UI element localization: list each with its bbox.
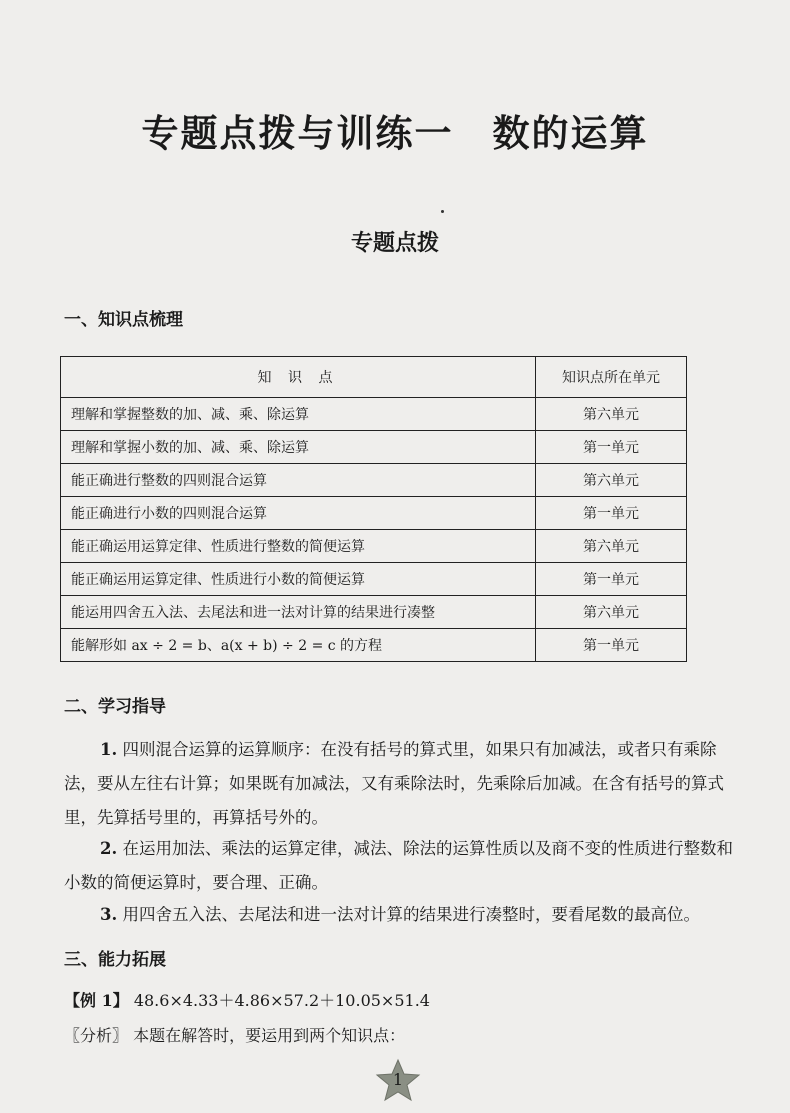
item-text: 在运用加法、乘法的运算定律，减法、除法的运算性质以及商不变的性质进行整数和小数的简便运算时，要合理、正确。 — [64, 839, 733, 892]
table-row — [61, 563, 687, 596]
table-cell: 第一单元 — [536, 431, 687, 464]
example-label: 【例 1】 — [64, 991, 129, 1010]
section-heading-guidance: 二、学习指导 — [64, 697, 166, 717]
table-cell: 能解形如 ax ÷ 2 = b、a(x + b) ÷ 2 = c 的方程 — [61, 629, 536, 662]
item-text: 四则混合运算的运算顺序：在没有括号的算式里，如果只有加减法，或者只有乘除法，要从左往右计算；如果既有加减法，又有乘除法时，先乘除后加减。在含有括号的算式里，先算括号里的，再算括号外的。 — [64, 740, 724, 827]
page-subtitle: 专题点拨 — [350, 230, 439, 256]
analysis-label: 〖分析〗 — [64, 1026, 129, 1045]
table-row — [61, 431, 687, 464]
item-number: 3. — [100, 905, 118, 924]
example-line — [64, 988, 430, 1011]
item-number: 2. — [100, 839, 118, 858]
table-cell: 理解和掌握整数的加、减、乘、除运算 — [61, 398, 536, 431]
table-cell: 能正确进行整数的四则混合运算 — [61, 464, 536, 497]
section-heading-knowledge: 一、知识点梳理 — [64, 310, 183, 330]
guidance-item — [64, 733, 744, 835]
table-row — [61, 398, 687, 431]
table-row — [61, 629, 687, 662]
table-row — [61, 497, 687, 530]
table-cell: 第一单元 — [536, 629, 687, 662]
table-cell: 第六单元 — [536, 398, 687, 431]
table-cell: 能正确进行小数的四则混合运算 — [61, 497, 536, 530]
table-cell: 能正确运用运算定律、性质进行整数的简便运算 — [61, 530, 536, 563]
guidance-item — [64, 832, 744, 900]
table-cell: 第六单元 — [536, 464, 687, 497]
example-expression: 48.6×4.33＋4.86×57.2＋10.05×51.4 — [133, 991, 430, 1010]
table-row — [61, 464, 687, 497]
table-cell: 理解和掌握小数的加、减、乘、除运算 — [61, 431, 536, 464]
page-title: 专题点拨与训练一 数的运算 — [141, 111, 649, 155]
item-text: 用四舍五入法、去尾法和进一法对计算的结果进行凑整时，要看尾数的最高位。 — [122, 905, 700, 924]
table-row — [61, 530, 687, 563]
item-number: 1. — [100, 740, 118, 759]
table-cell: 第六单元 — [536, 530, 687, 563]
analysis-text: 本题在解答时，要运用到两个知识点： — [133, 1026, 406, 1045]
knowledge-table — [60, 356, 687, 662]
table-header-cell: 知 识 点 — [61, 357, 536, 398]
table-header-row — [61, 357, 687, 398]
ink-dot — [441, 210, 444, 213]
table-cell: 能运用四舍五入法、去尾法和进一法对计算的结果进行凑整 — [61, 596, 536, 629]
guidance-item — [64, 898, 744, 932]
table-cell: 能正确运用运算定律、性质进行小数的简便运算 — [61, 563, 536, 596]
table-cell: 第一单元 — [536, 497, 687, 530]
table-cell: 第六单元 — [536, 596, 687, 629]
table-header-cell: 知识点所在单元 — [536, 357, 687, 398]
table-row — [61, 596, 687, 629]
section-heading-extension: 三、能力拓展 — [64, 950, 166, 970]
analysis-line — [64, 1023, 405, 1046]
page-number: 1 — [392, 1070, 404, 1089]
table-cell: 第一单元 — [536, 563, 687, 596]
